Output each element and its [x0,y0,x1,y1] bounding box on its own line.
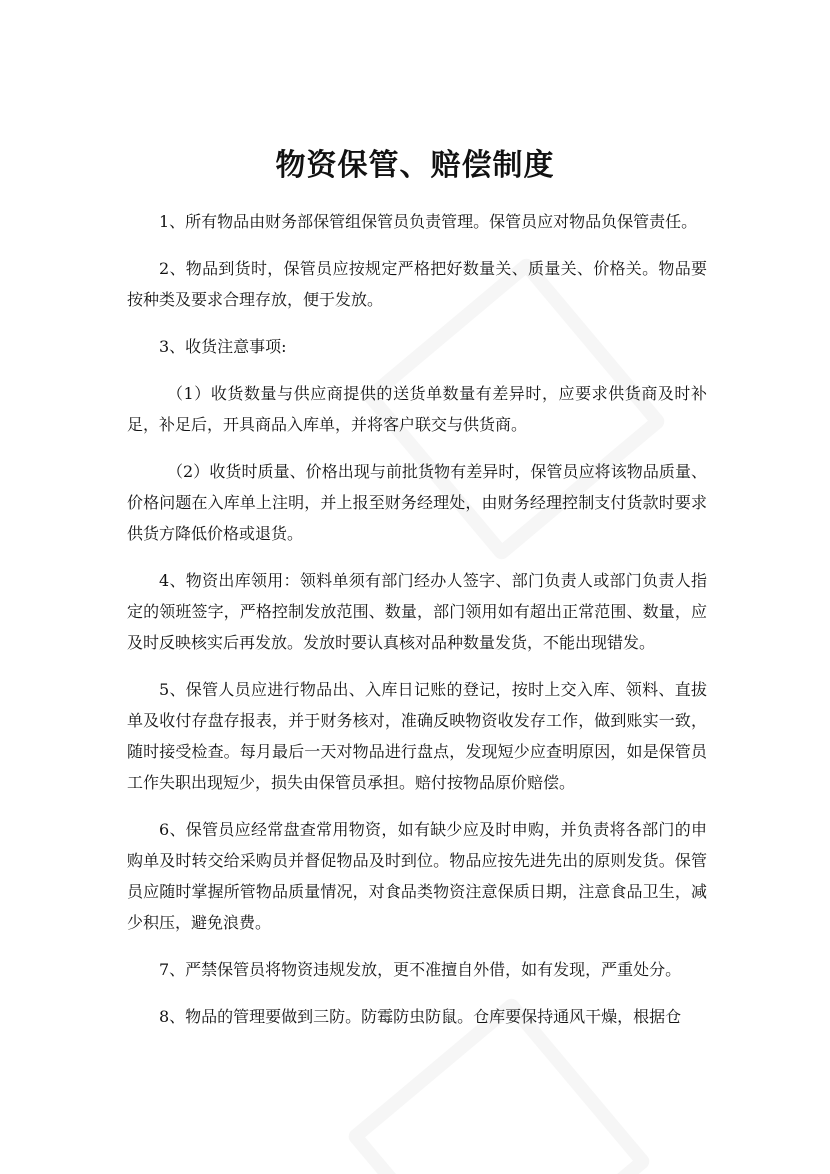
paragraph-2: 2、物品到货时，保管员应按规定严格把好数量关、质量关、价格关。物品要按种类及要求合理存放，便于发放。 [127,259,707,309]
paragraph-6: 6、保管员应经常盘查常用物资，如有缺少应及时申购，并负责将各部门的申购单及时转交给采购员并督促物品及时到位。物品应按先进先出的原则发货。保管员应随时掌握所管物品质量情况，对食品类物资注意保质日期，注意食品卫生，减少积压，避免浪费。 [127,820,707,932]
paragraph-3-1: （1）收货数量与供应商提供的送货单数量有差异时，应要求供货商及时补足，补足后，开具商品入库单，并将客户联交与供货商。 [127,384,707,434]
paragraph-3: 3、收货注意事项: [159,337,287,356]
paragraph-7: 7、严禁保管员将物资违规发放，更不准擅自外借，如有发现，严重处分。 [159,960,682,979]
paragraph-1: 1、所有物品由财务部保管组保管员负责管理。保管员应对物品负保管责任。 [159,212,698,231]
paragraph-5: 5、保管人员应进行物品出、入库日记账的登记，按时上交入库、领料、直拔单及收付存盘存报表，并于财务核对，准确反映物资收发存工作，做到账实一致，随时接受检查。每月最后一天对物品进行盘点，发现短少应查明原因，如是保管员工作失职出现短少，损失由保管员承担。赔付按物品原价赔偿。 [127,680,707,792]
document-body [127,206,707,1048]
document-title: 物资保管、赔偿制度 [275,148,555,183]
paragraph-3-2: （2）收货时质量、价格出现与前批货物有差异时，保管员应将该物品质量、价格问题在入库单上注明，并上报至财务经理处，由财务经理控制支付货款时要求供货方降低价格或退货。 [127,462,707,543]
paragraph-8: 8、物品的管理要做到三防。防霉防虫防鼠。仓库要保持通风干燥，根据仓 [159,1007,682,1026]
paragraph-4: 4、物资出库领用：领料单须有部门经办人签字、部门负责人或部门负责人指定的领班签字，严格控制发放范围、数量，部门领用如有超出正常范围、数量，应及时反映核实后再发放。发放时要认真核对品种数量发货，不能出现错发。 [127,571,707,652]
